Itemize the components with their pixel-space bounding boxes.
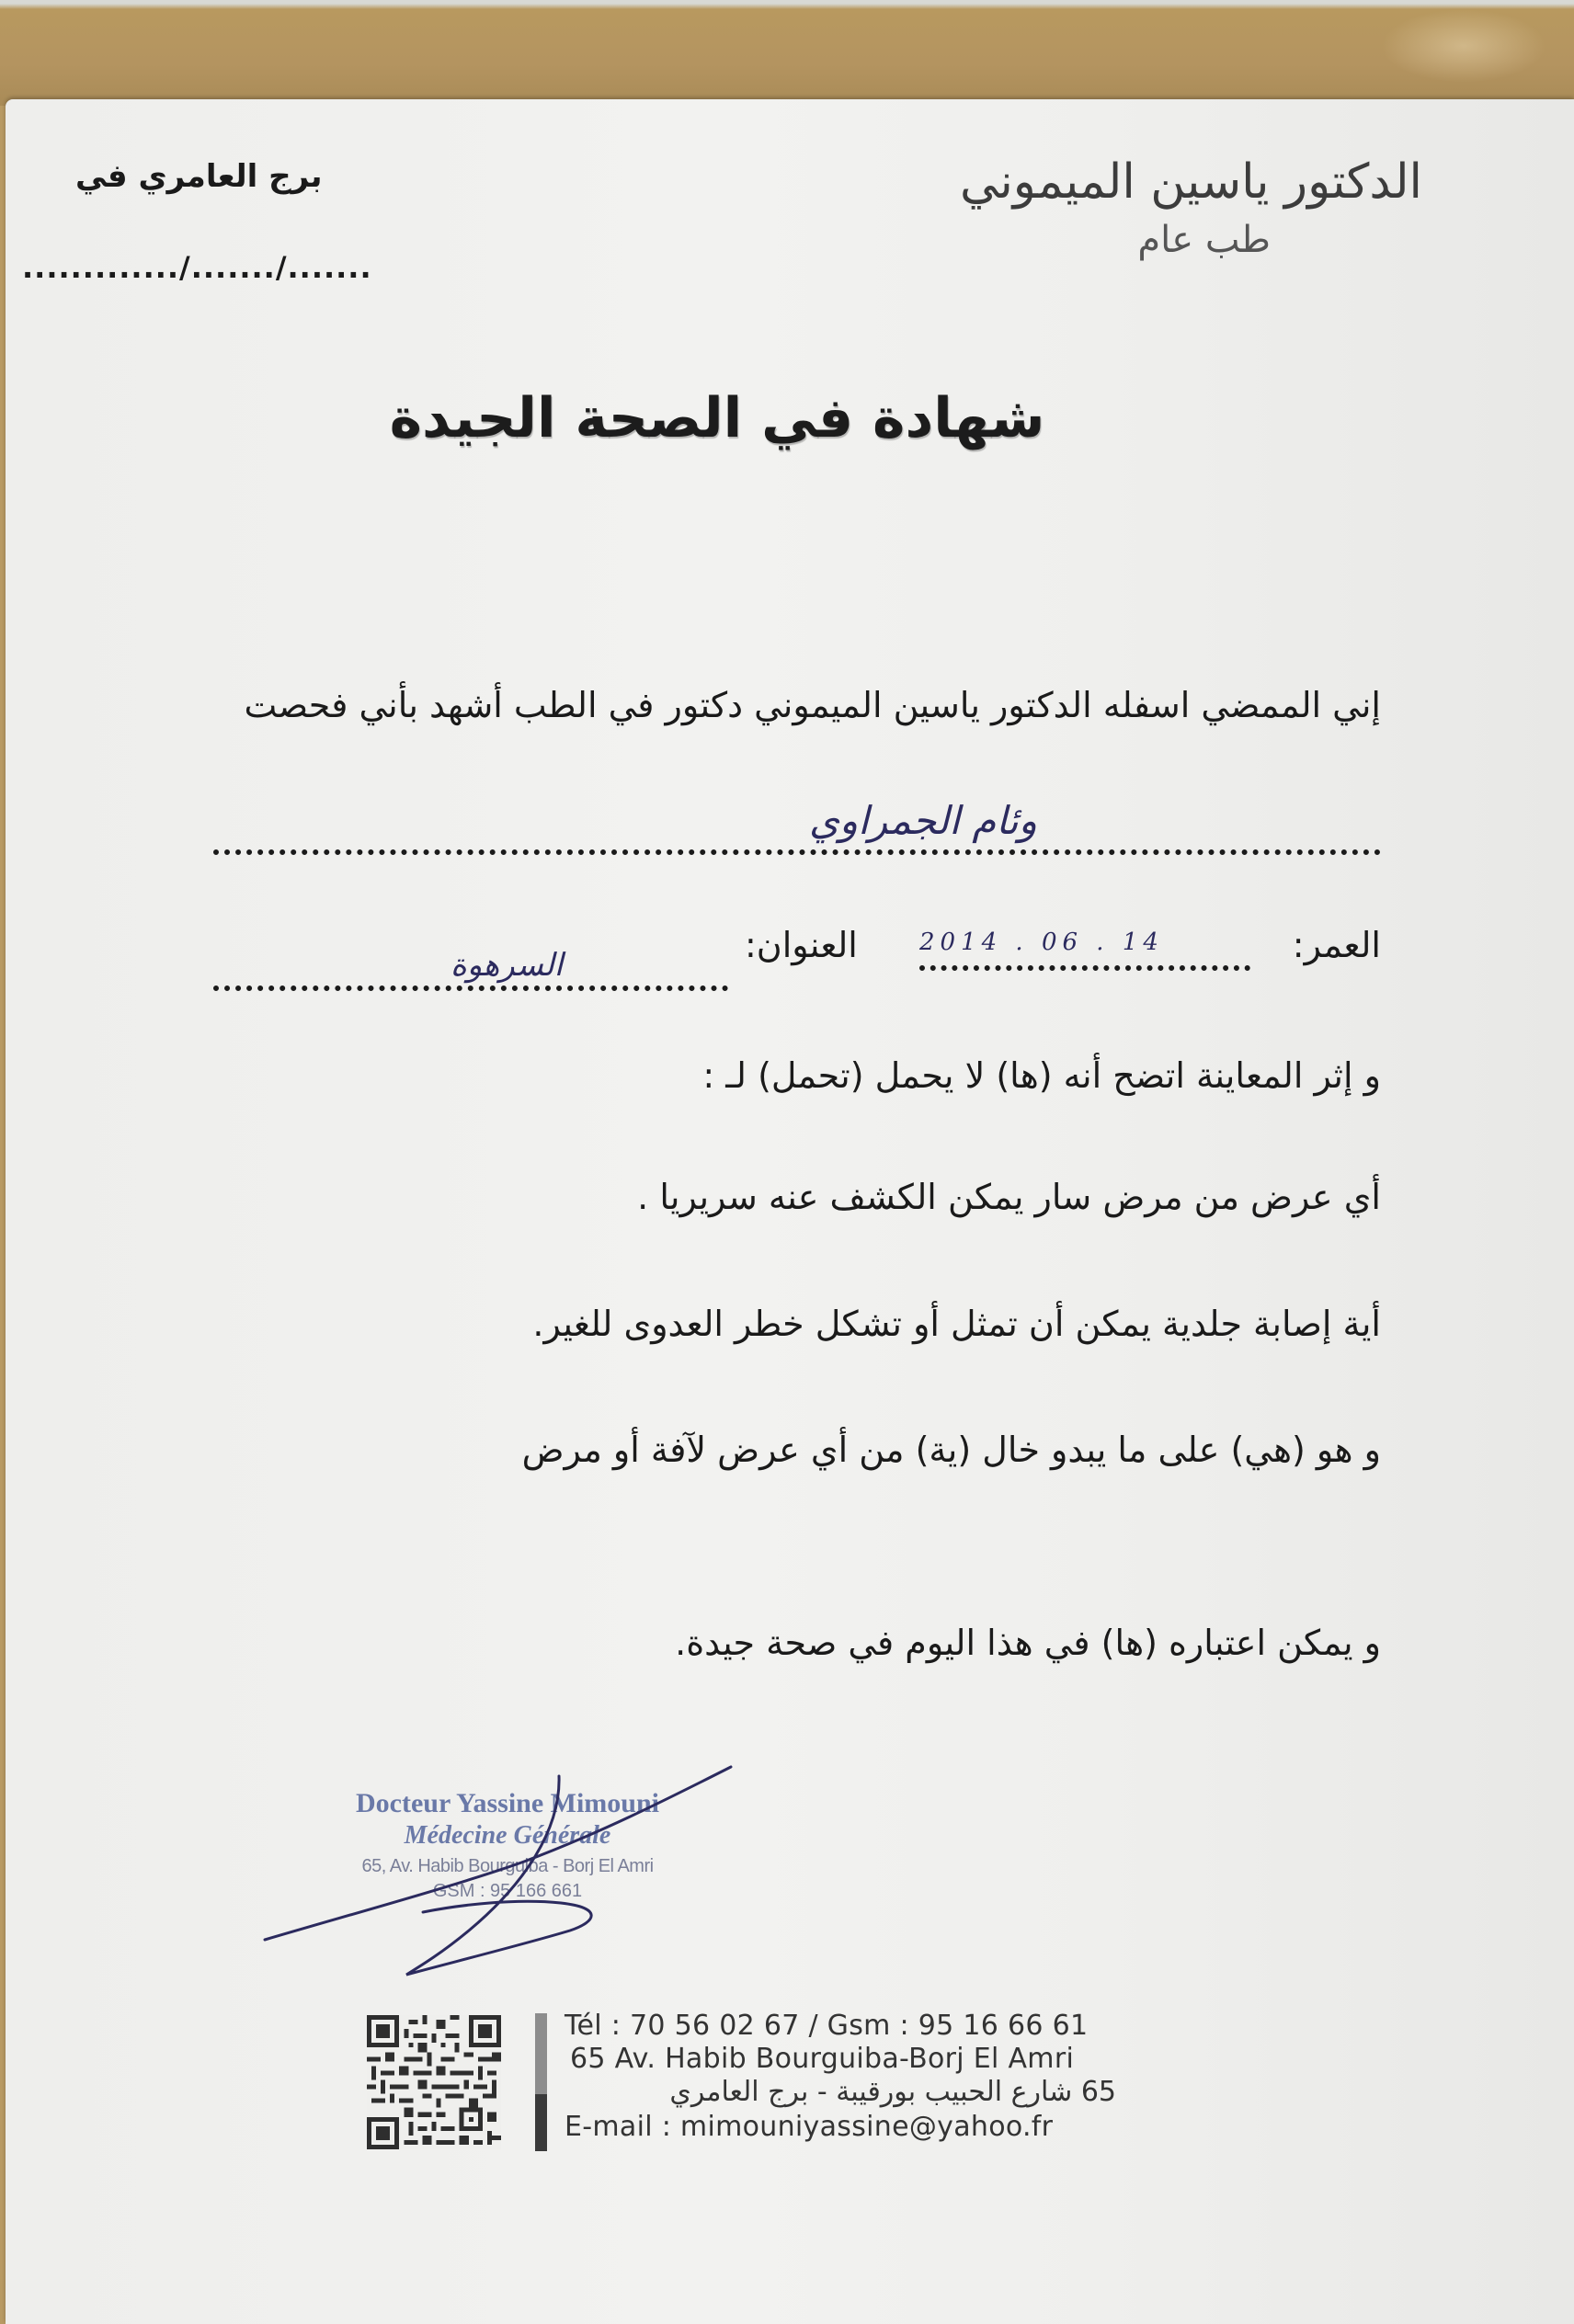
stamp-gsm: GSM : 95 166 661: [432, 1881, 583, 1901]
footer-email: E-mail : mimouniyassine@yahoo.fr: [565, 2111, 1054, 2143]
signature: [248, 1747, 763, 2004]
address-handwritten: السرهوة: [451, 947, 564, 984]
address-dots: [213, 985, 728, 991]
signature-stroke: [406, 1776, 591, 1975]
age-dots: [919, 965, 1250, 971]
stamp-name: Docteur Yassine Mimouni: [356, 1788, 659, 1818]
footer-address-ar: 65 شارع الحبيب بورقيبة - برج العامري: [669, 2076, 1116, 2108]
condition-item-1: أي عرض من مرض سار يمكن الكشف عنه سريريا .: [637, 1177, 1381, 1217]
age-handwritten: 2014 . 06 . 14: [919, 928, 1164, 956]
envelope-background: [0, 0, 1574, 106]
footer-phones: Tél : 70 56 02 67 / Gsm : 95 16 66 61: [565, 2010, 1089, 2042]
stamp-address: 65, Av. Habib Bourguiba - Borj El Amri: [361, 1856, 654, 1876]
stamp-specialty: Médecine Générale: [404, 1821, 611, 1850]
age-label: العمر:: [1292, 925, 1381, 965]
certificate-title: شهادة في الصحة الجيدة: [389, 386, 1045, 450]
qr-code: [360, 2015, 508, 2149]
doctor-name-header: الدكتور ياسين الميموني: [959, 154, 1422, 210]
exam-line: و إثر المعاينة اتضح أنه (ها) لا يحمل (تحمل) لـ :: [702, 1055, 1381, 1096]
address-label: العنوان:: [745, 925, 858, 965]
doctor-specialty-header: طب عام: [1137, 219, 1271, 261]
condition-item-3: و هو (هي) على ما يبدو خال (ية) من أي عرض لآفة أو مرض: [521, 1430, 1381, 1470]
condition-item-2: أية إصابة جلدية يمكن أن تمثل أو تشكل خطر العدوى للغير.: [532, 1304, 1381, 1344]
intro-line: إني الممضي اسفله الدكتور ياسين الميموني دكتور في الطب أشهد بأني فحصت: [244, 685, 1381, 725]
footer-address-fr: 65 Av. Habib Bourguiba-Borj El Amri: [570, 2043, 1075, 2075]
footer-divider-light: [535, 2013, 547, 2094]
place-label: برج العامري في: [75, 158, 323, 195]
patient-name-handwritten: وئام الجمراوي: [809, 798, 1037, 843]
footer-divider-dark: [535, 2094, 547, 2151]
date-field: ............./......./.......: [22, 250, 372, 285]
patient-name-line: [213, 849, 1381, 855]
signature-stroke: [265, 1767, 731, 1940]
conclusion-line: و يمكن اعتباره (ها) في هذا اليوم في صحة جيدة.: [675, 1623, 1381, 1663]
